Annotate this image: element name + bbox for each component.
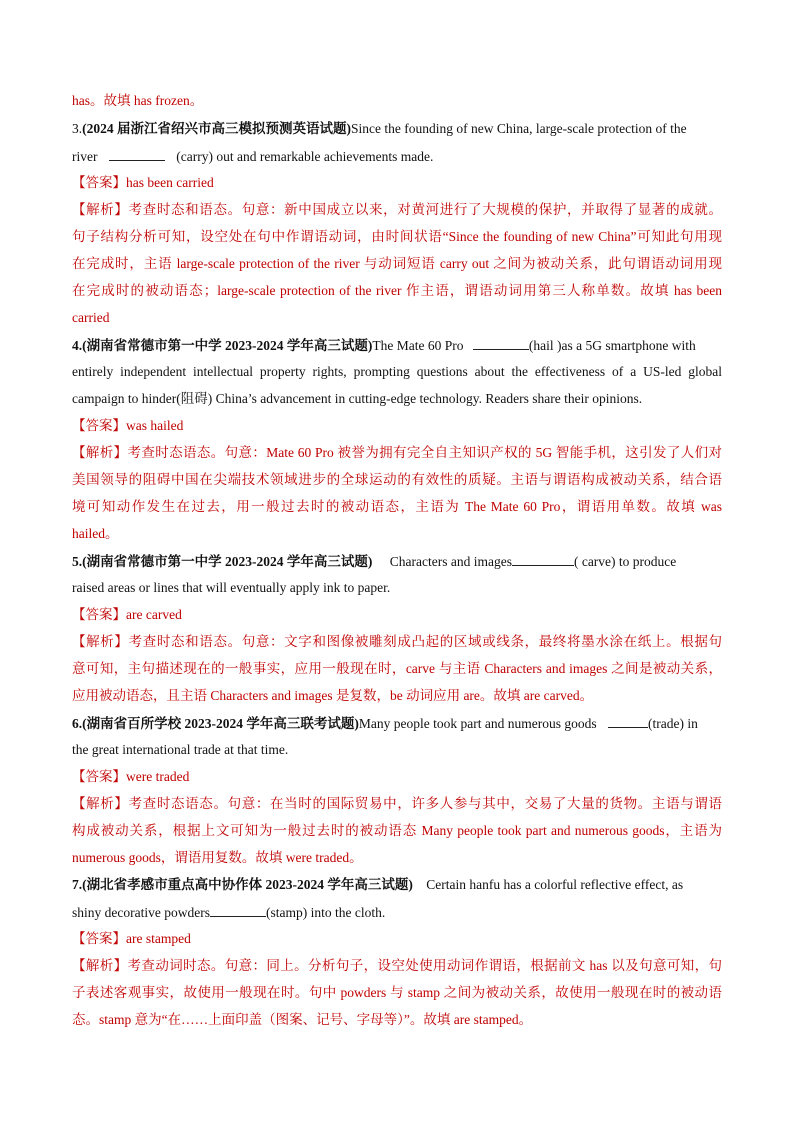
analysis-5-line: 意可知，主句描述现在的一般事实，应用一般现在时，carve 与主语 Characters and images 之间是被动关系，: [72, 661, 722, 676]
analysis-7-line: 态。stamp 意为“在……上面印盖（图案、记号、字母等）”。故填 are stamped。: [72, 1012, 533, 1027]
question-3-line-2: river (carry) out and remarkable achievements made.: [72, 149, 434, 164]
analysis-4-line: hailed。: [72, 526, 119, 541]
answer-blank: [473, 336, 529, 350]
question-5: 5.(湖南省常德市第一中学 2023-2024 学年高三试题) Characters and images ( carve) to produce: [72, 554, 677, 569]
prev-answer-tail: has。故填 has frozen。: [72, 93, 204, 108]
analysis-7-line: 【解析】考查动词时态。句意：同上。分析句子，设空处使用动词作谓语，根据前文 has 以及句意可知，句: [72, 958, 722, 973]
analysis-6-line: 构成被动关系，根据上文可知为一般过去时的被动语态 Many people took part and numerous goods，主语为: [72, 823, 722, 838]
answer-7: 【答案】are stamped: [72, 931, 191, 946]
question-7-line-2: shiny decorative powders (stamp) into the cloth.: [72, 905, 386, 920]
analysis-5-line: 【解析】考查时态和语态。句意：文字和图像被雕刻成凸起的区域或线条，最终将墨水涂在纸上。根据句: [72, 634, 722, 649]
analysis-3-line: 【解析】考查时态和语态。句意：新中国成立以来，对黄河进行了大规模的保护，并取得了显著的成就。: [72, 202, 722, 217]
analysis-4-line: 【解析】考查时态语态。句意：Mate 60 Pro 被誉为拥有完全自主知识产权的 5G 智能手机，这引发了人们对: [72, 445, 722, 460]
analysis-4-line: 境可知动作发生在过去，用一般过去时的被动语态，主语为 The Mate 60 Pro，谓语用单数。故填 was: [72, 499, 722, 514]
question-6-line-2: the great international trade at that time.: [72, 742, 289, 757]
question-7: 7.(湖北省孝感市重点高中协作体 2023-2024 学年高三试题) Certain hanfu has a colorful reflective effect, as: [72, 877, 684, 892]
analysis-4-line: 美国领导的阻碍中国在尖端技术领域进步的全球运动的有效性的质疑。主语与谓语构成被动关系，结合语: [72, 472, 722, 487]
question-4: 4.(湖南省常德市第一中学 2023-2024 学年高三试题)The Mate 60 Pro (hail )as a 5G smartphone with: [72, 338, 696, 353]
answer-5: 【答案】are carved: [72, 607, 182, 622]
question-5-line-2: raised areas or lines that will eventually apply ink to paper.: [72, 580, 391, 595]
analysis-7-line: 子表述客观事实，故使用一般现在时。句中 powders 与 stamp 之间为被动关系，故使用一般现在时的被动语: [72, 985, 722, 1000]
question-6: 6.(湖南省百所学校 2023-2024 学年高三联考试题)Many people took part and numerous goods (trade) in: [72, 716, 698, 731]
analysis-3-line: carried: [72, 310, 110, 325]
answer-blank: [210, 903, 266, 917]
answer-blank: [512, 552, 574, 566]
answer-blank: [109, 147, 165, 161]
analysis-3-line: 在完成时的被动语态；large-scale protection of the river 作主语，谓语动词用第三人称单数。故填 has been: [72, 283, 722, 298]
question-source: 5.(湖南省常德市第一中学 2023-2024 学年高三试题): [72, 554, 373, 569]
question-4-line-3: campaign to hinder(阻碍) China’s advancement in cutting-edge technology. Readers share their opinions.: [72, 391, 643, 406]
analysis-3-line: 句子结构分析可知，设空处在句中作谓语动词，由时间状语“Since the founding of new China”可知此句用现: [72, 229, 722, 244]
answer-blank: [608, 714, 648, 728]
question-4-line-2: entirely independent intellectual property rights, prompting questions about the effectiveness of a US-led global: [72, 364, 722, 379]
question-source: 4.(湖南省常德市第一中学 2023-2024 学年高三试题): [72, 338, 373, 353]
question-source: (2024 届浙江省绍兴市高三模拟预测英语试题): [82, 121, 351, 136]
answer-4: 【答案】was hailed: [72, 418, 184, 433]
analysis-5-line: 应用被动语态，且主语 Characters and images 是复数，be 动词应用 are。故填 are carved。: [72, 688, 594, 703]
question-3: 3.(2024 届浙江省绍兴市高三模拟预测英语试题)Since the founding of new China, large-scale protection of the: [72, 121, 687, 136]
analysis-6-line: 【解析】考查时态语态。句意：在当时的国际贸易中，许多人参与其中，交易了大量的货物。主语与谓语: [72, 796, 722, 811]
analysis-6-line: numerous goods，谓语用复数。故填 were traded。: [72, 850, 363, 865]
analysis-3-line: 在完成时，主语 large-scale protection of the river 与动词短语 carry out 之间为被动关系，此句谓语动词用现: [72, 256, 722, 271]
answer-3: 【答案】has been carried: [72, 175, 214, 190]
question-source: 6.(湖南省百所学校 2023-2024 学年高三联考试题): [72, 716, 359, 731]
answer-6: 【答案】were traded: [72, 769, 190, 784]
question-source: 7.(湖北省孝感市重点高中协作体 2023-2024 学年高三试题): [72, 877, 413, 892]
